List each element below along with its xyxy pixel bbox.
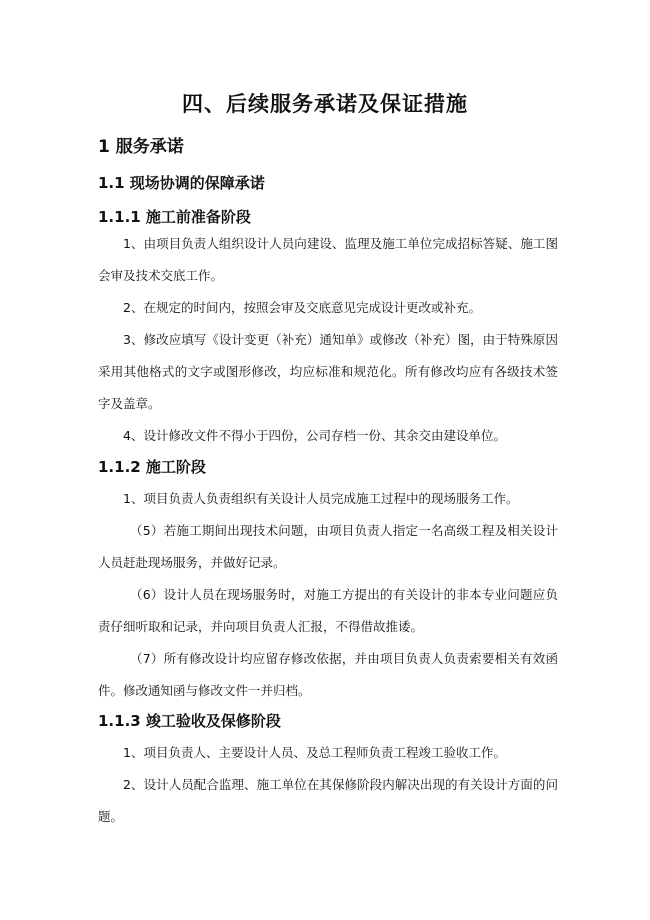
paragraph-prep-3: 3、修改应填写《设计变更（补充）通知单》或修改（补充）图，由于特殊原因采用其他格式的文字或图形修改，均应标准和规范化。所有修改均应有各级技术签字及盖章。 bbox=[98, 332, 558, 411]
section-heading-1-1-3: 1.1.3 竣工验收及保修阶段 bbox=[98, 712, 281, 730]
paragraph-prep-1: 1、由项目负责人组织设计人员向建设、监理及施工单位完成招标答疑、施工图会审及技术交底工作。 bbox=[98, 236, 558, 283]
paragraph-prep-2: 2、在规定的时间内，按照会审及交底意见完成设计更改或补充。 bbox=[123, 300, 481, 315]
paragraph-acceptance-2: 2、设计人员配合监理、施工单位在其保修阶段内解决出现的有关设计方面的问题。 bbox=[98, 777, 558, 824]
section-heading-1-1-2: 1.1.2 施工阶段 bbox=[98, 458, 206, 476]
paragraph-construction-7: （7）所有修改设计均应留存修改依据，并由项目负责人负责索要相关有效函件。修改通知函与修改文件一并归档。 bbox=[98, 651, 558, 698]
section-heading-1: 1 服务承诺 bbox=[98, 137, 184, 157]
paragraph-construction-1: 1、项目负责人负责组织有关设计人员完成施工过程中的现场服务工作。 bbox=[123, 491, 519, 506]
paragraph-acceptance-1: 1、项目负责人、主要设计人员、及总工程师负责工程竣工验收工作。 bbox=[123, 745, 506, 760]
document-title: 四、后续服务承诺及保证措施 bbox=[182, 92, 468, 116]
paragraph-construction-5: （5）若施工期间出现技术问题，由项目负责人指定一名高级工程及相关设计人员赶赴现场服务，并做好记录。 bbox=[98, 523, 558, 570]
section-heading-1-1-1: 1.1.1 施工前准备阶段 bbox=[98, 208, 251, 226]
paragraph-prep-4: 4、设计修改文件不得小于四份，公司存档一份、其余交由建设单位。 bbox=[123, 428, 506, 443]
section-heading-1-1: 1.1 现场协调的保障承诺 bbox=[98, 174, 265, 192]
paragraph-construction-6: （6）设计人员在现场服务时，对施工方提出的有关设计的非本专业问题应负责仔细听取和记录，并向项目负责人汇报，不得借故推诿。 bbox=[98, 587, 558, 634]
